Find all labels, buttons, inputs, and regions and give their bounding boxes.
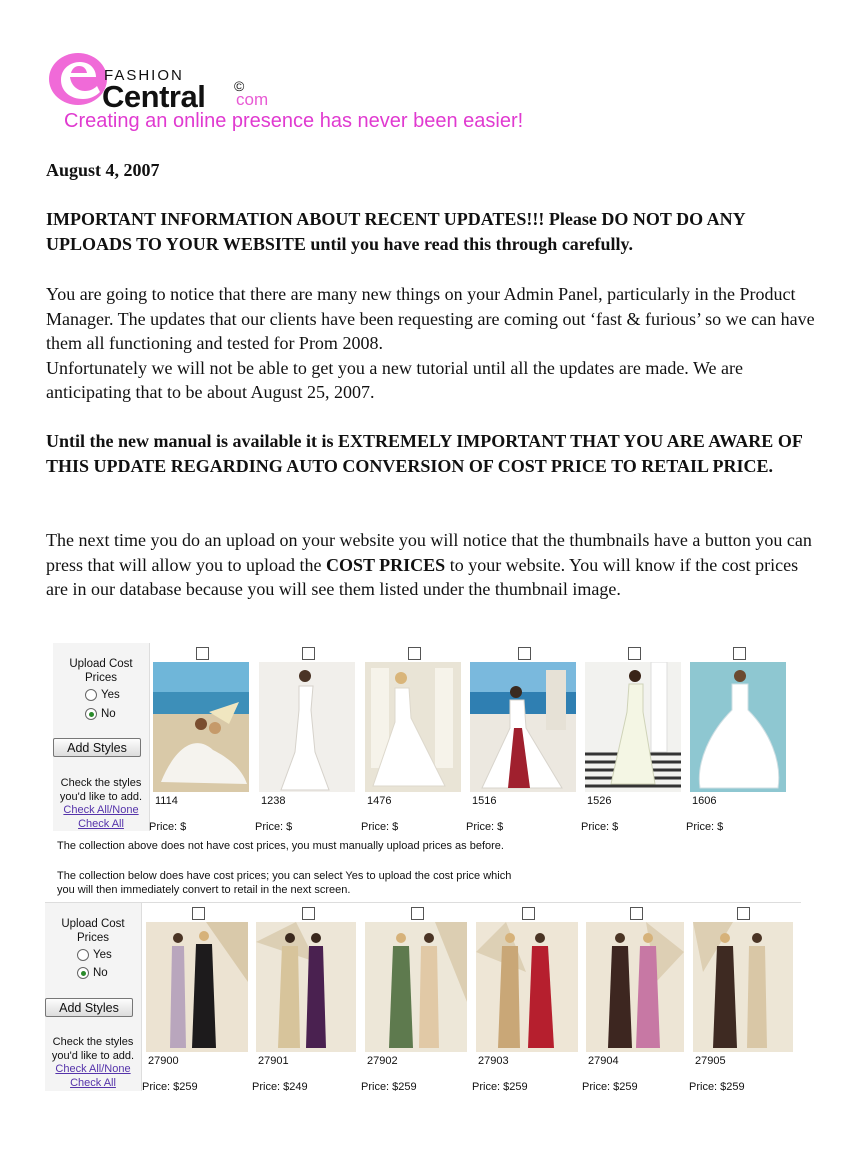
product-checkbox[interactable] <box>411 907 424 920</box>
product-thumbnail[interactable] <box>585 662 681 792</box>
check-all-none-link[interactable]: Check All/None <box>63 804 139 816</box>
product-sku: 27901 <box>258 1055 289 1067</box>
product-sku: 1238 <box>261 795 286 807</box>
product-sku: 1526 <box>587 795 612 807</box>
product-thumbnail[interactable] <box>259 662 355 792</box>
important-bold: IMPORTANT INFORMATION ABOUT RECENT UPDATES!!! Please DO NOT DO ANY UPLOADS TO YOUR WEBSITE <box>46 209 745 254</box>
product-sku: 27904 <box>588 1055 619 1067</box>
product-checkbox[interactable] <box>408 647 421 660</box>
product-checkbox[interactable] <box>522 907 535 920</box>
product-card <box>142 903 246 1093</box>
no-cost-prices-note: The collection above does not have cost prices, you must manually upload prices as before. <box>57 840 504 852</box>
product-card <box>466 643 570 833</box>
product-checkbox[interactable] <box>192 907 205 920</box>
logo-fashion: FASHION <box>104 67 184 84</box>
product-sku: 27900 <box>148 1055 179 1067</box>
product-thumbnail[interactable] <box>586 922 684 1052</box>
check-all-none-link[interactable]: Check All/None <box>55 1063 131 1075</box>
product-sku: 1606 <box>692 795 717 807</box>
cost-prices-note <box>57 869 511 897</box>
product-price: Price: $259 <box>472 1081 528 1093</box>
product-sku: 1114 <box>155 795 178 807</box>
upload-panel-no-cost-prices <box>53 643 792 833</box>
important-rest: until you have read this through carefully. <box>305 233 633 254</box>
product-sku: 1516 <box>472 795 497 807</box>
manual-warning-paragraph: Until the new manual is available it is EXTREMELY IMPORTANT THAT YOU ARE AWARE OF THIS UPDATE REGARDING AUTO CONVERSION OF COST PRICE TO RETAIL PRICE. <box>46 431 803 476</box>
product-thumbnail[interactable] <box>153 662 249 792</box>
cost-text-a: The next time you do an upload on your website you will notice that the thumbnails have a button you can press that will allow you to upload the <box>46 530 812 575</box>
product-card <box>689 903 793 1093</box>
product-price: Price: $259 <box>361 1081 417 1093</box>
upload-panel-with-cost-prices <box>45 902 801 1095</box>
check-all-link[interactable]: Check All <box>78 818 124 830</box>
product-card <box>149 643 253 833</box>
product-price: Price: $ <box>255 821 293 833</box>
updates-text-b: Unfortunately we will not be able to get you a new tutorial until all the updates are made. We are anticipating that to be about August 25, 2007. <box>46 357 743 402</box>
product-card <box>686 643 790 833</box>
product-sku: 27902 <box>367 1055 398 1067</box>
panel-sidebar <box>45 903 142 1091</box>
product-price: Price: $259 <box>142 1081 198 1093</box>
product-checkbox[interactable] <box>302 647 315 660</box>
product-price: Price: $249 <box>252 1081 308 1093</box>
yes-radio[interactable] <box>77 949 89 961</box>
product-checkbox[interactable] <box>628 647 641 660</box>
product-card <box>472 903 576 1093</box>
product-sku: 27903 <box>478 1055 509 1067</box>
product-thumbnail[interactable] <box>476 922 578 1052</box>
product-thumbnail[interactable] <box>693 922 793 1052</box>
product-price: Price: $259 <box>582 1081 638 1093</box>
product-thumbnail[interactable] <box>256 922 356 1052</box>
product-checkbox[interactable] <box>196 647 209 660</box>
check-all-link[interactable]: Check All <box>70 1077 116 1089</box>
add-styles-button[interactable]: Add Styles <box>45 998 133 1017</box>
logo-copyright: © <box>234 78 245 94</box>
updates-text-a: You are going to notice that there are many new things on your Admin Panel, particularly in the Product Manager. The updates that our clients have been requesting are coming out ‘fast & furious’ so we can have them all functioning and tested for Prom 2008. <box>46 284 815 353</box>
no-label: No <box>93 967 108 979</box>
no-radio-row[interactable] <box>85 708 116 720</box>
product-card <box>255 643 359 833</box>
check-styles-note: Check the styles you'd like to add. <box>51 1036 135 1062</box>
important-paragraph <box>46 207 816 256</box>
product-thumbnail[interactable] <box>690 662 786 792</box>
product-thumbnail[interactable] <box>365 922 467 1052</box>
upload-cost-prices-label: Upload Cost Prices <box>69 658 133 684</box>
product-price: Price: $ <box>466 821 504 833</box>
product-card <box>361 903 465 1093</box>
product-card <box>581 643 685 833</box>
product-price: Price: $ <box>361 821 399 833</box>
product-card <box>582 903 686 1093</box>
product-checkbox[interactable] <box>302 907 315 920</box>
product-price: Price: $ <box>686 821 724 833</box>
product-checkbox[interactable] <box>737 907 750 920</box>
product-sku: 1476 <box>367 795 392 807</box>
product-price: Price: $ <box>581 821 619 833</box>
cost-prices-paragraph <box>46 528 816 602</box>
cost-prices-note-line-1: The collection below does have cost prices; you can select Yes to upload the cost price which <box>57 870 512 882</box>
efashion-central-logo <box>48 52 568 142</box>
product-checkbox[interactable] <box>733 647 746 660</box>
logo-central: Central <box>102 79 206 114</box>
product-thumbnail[interactable] <box>365 662 461 792</box>
yes-radio-row[interactable] <box>77 949 112 961</box>
panel-sidebar <box>53 643 150 831</box>
cost-text-b: to your website. You will know if the cost prices are in our database because you will see them listed under the thumbnail image. <box>46 554 799 599</box>
product-sku: 27905 <box>695 1055 726 1067</box>
yes-label: Yes <box>93 949 112 961</box>
cost-prices-note-line-2: you will then immediately convert to retail in the next screen. <box>57 884 351 896</box>
product-price: Price: $ <box>149 821 187 833</box>
product-card <box>361 643 465 833</box>
check-styles-note: Check the styles you'd like to add. <box>59 777 143 803</box>
logo-com: com <box>236 90 269 109</box>
yes-radio[interactable] <box>85 689 97 701</box>
upload-cost-prices-label: Upload Cost Prices <box>61 918 125 944</box>
product-card <box>252 903 356 1093</box>
no-radio[interactable] <box>77 967 89 979</box>
logo-tagline: Creating an online presence has never been easier! <box>64 110 524 132</box>
product-thumbnail[interactable] <box>470 662 576 792</box>
yes-radio-row[interactable] <box>85 689 120 701</box>
yes-label: Yes <box>101 689 120 701</box>
product-checkbox[interactable] <box>630 907 643 920</box>
updates-paragraph <box>46 282 816 405</box>
product-price: Price: $259 <box>689 1081 745 1093</box>
cost-prices-bold: COST PRICES <box>325 554 446 575</box>
no-label: No <box>101 708 116 720</box>
add-styles-button[interactable]: Add Styles <box>53 738 141 757</box>
letter-date: August 4, 2007 <box>46 160 160 180</box>
no-radio-row[interactable] <box>77 967 108 979</box>
product-checkbox[interactable] <box>518 647 531 660</box>
product-thumbnail[interactable] <box>146 922 248 1052</box>
no-radio[interactable] <box>85 708 97 720</box>
logo-e-mark <box>48 52 108 106</box>
